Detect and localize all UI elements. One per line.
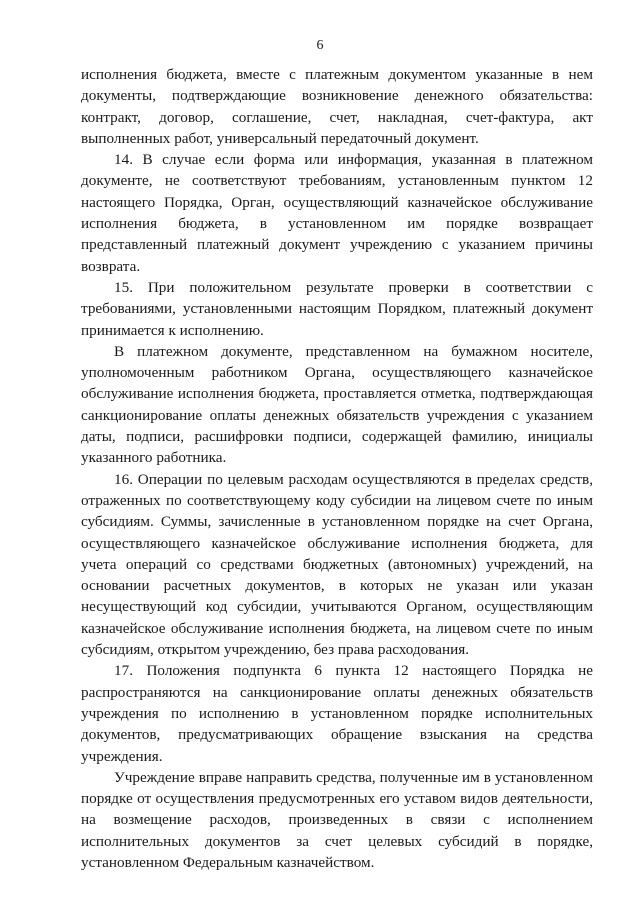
- paragraph-17: 17. Положения подпункта 6 пункта 12 настоящего Порядка не распространяются на санкционирование оплаты денежных обязательств учреждения по исполнению в установленном порядке исполнительных документов, предусматривающих обращение взыскания на средства учреждения.: [81, 662, 593, 765]
- paragraph-15: 15. При положительном результате проверки в соответствии с требованиями, установленными настоящим Порядком, платежный документ принимается к исполнению.: [81, 278, 593, 339]
- paragraph-15-paper-document: В платежном документе, представленном на бумажном носителе, уполномоченным работником Органа, осуществляющего казначейское обслуживание исполнения бюджета, проставляется отметка, подтверждающая санкционирование оплаты денежных обязательств учреждения с указанием даты, подписи, расшифровки подписи, содержащей фамилию, инициалы указанного работника.: [81, 342, 593, 467]
- page-number: 6: [316, 38, 324, 53]
- paragraph-16: 16. Операции по целевым расходам осуществляются в пределах средств, отраженных по соответствующему коду субсидии на лицевом счете по иным субсидиям. Суммы, зачисленные в установленном порядке на счет Органа, осуществляющего казначейское обслуживание исполнения бюджета, для учета операций со средствами бюджетных (автономных) учреждений, на основании расчетных документов, в которых не указан или указан несуществующий код субсидии, учитываются Органом, осуществляющим казначейское обслуживание исполнения бюджета, на лицевом счете по иным субсидиям, открытом учреждению, без права расходования.: [81, 470, 593, 659]
- paragraph-17-reimbursement: Учреждение вправе направить средства, полученные им в установленном порядке от осуществления предусмотренных его уставом видов деятельности, на возмещение расходов, произведенных в связи с исполнением исполнительных документов за счет целевых субсидий в порядке, установленном Федеральным казначейством.: [81, 768, 593, 871]
- paragraph-continuation: исполнения бюджета, вместе с платежным документом указанные в нем документы, подтверждающие возникновение денежного обязательства: контракт, договор, соглашение, счет, накладная, счет-фактура, акт выполненных работ, универсальный передаточный документ.: [81, 66, 593, 147]
- paragraph-14: 14. В случае если форма или информация, указанная в платежном документе, не соответствуют требованиям, установленным пунктом 12 настоящего Порядка, Орган, осуществляющий казначейское обслуживание исполнения бюджета, в установленном им порядке возвращает представленный платежный документ учреждению с указанием причины возврата.: [81, 151, 593, 275]
- document-body: [81, 64, 593, 873]
